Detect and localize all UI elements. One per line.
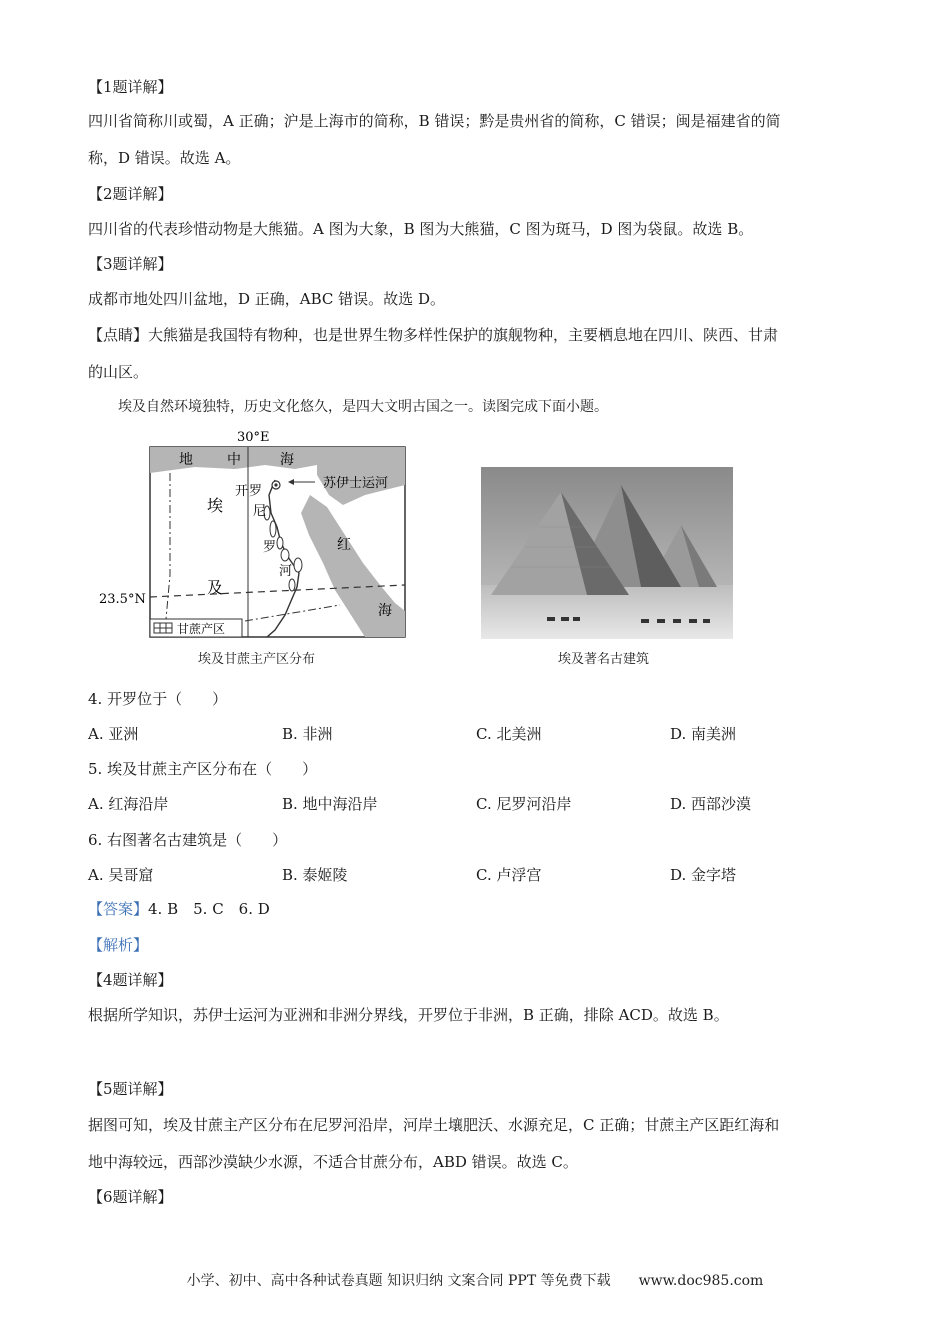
q2-text-line1: 四川省的代表珍惜动物是大熊猫。A 图为大象，B 图为大熊猫，C 图为斑马，D 图为袋鼠。故选 B。 <box>88 220 754 238</box>
label-lat: 23.5°N <box>99 592 146 607</box>
question-5-option-d: D. 西部沙漠 <box>670 795 752 813</box>
answer-line <box>88 898 270 920</box>
q6-heading: 【6题详解】 <box>88 1188 173 1206</box>
label-egypt-2: 及 <box>207 578 224 597</box>
label-sea-3: 海 <box>280 452 294 468</box>
label-red-sea-1: 红 <box>337 537 351 553</box>
egypt-map <box>95 425 415 645</box>
analysis-label: 【解析】 <box>88 936 149 954</box>
pyramids-photo <box>481 467 733 639</box>
footer-text: 小学、初中、高中各种试卷真题 知识归纳 文案合同 PPT 等免费下载 <box>186 1273 611 1289</box>
question-6-option-c: C. 卢浮宫 <box>476 866 542 884</box>
q1-text-line1: 四川省简称川或蜀，A 正确；沪是上海市的简称，B 错误；黔是贵州省的简称，C 错误；闽是福建省的简 <box>88 112 781 130</box>
page-footer <box>0 1270 950 1290</box>
question-4-option-c: C. 北美洲 <box>476 725 542 743</box>
label-sea-1: 地 <box>179 452 193 468</box>
label-nile-2: 罗 <box>263 540 277 555</box>
label-suez-canal: 苏伊士运河 <box>323 476 389 491</box>
label-red-sea-2: 海 <box>378 603 392 619</box>
photo-caption: 埃及著名古建筑 <box>558 652 650 667</box>
label-lon: 30°E <box>237 430 270 445</box>
question-6-stem: 6. 右图著名古建筑是（ ） <box>88 831 288 849</box>
q5-heading: 【5题详解】 <box>88 1080 173 1098</box>
label-nile-3: 河 <box>279 564 293 579</box>
map-caption: 埃及甘蔗主产区分布 <box>198 652 316 667</box>
label-legend: 甘蔗产区 <box>177 622 226 636</box>
q1-heading: 【1题详解】 <box>88 78 173 96</box>
answer-text: 4. B 5. C 6. D <box>148 900 270 918</box>
question-4-option-d: D. 南美洲 <box>670 725 737 743</box>
question-4-stem: 4. 开罗位于（ ） <box>88 690 228 708</box>
answer-label: 【答案】 <box>88 900 149 918</box>
question-6-option-d: D. 金字塔 <box>670 866 737 884</box>
label-egypt-1: 埃 <box>207 496 224 515</box>
q1-text-line2: 称，D 错误。故选 A。 <box>88 149 241 167</box>
tip-line2: 的山区。 <box>88 363 149 381</box>
label-cairo-2: 罗 <box>249 484 263 499</box>
question-5-option-a: A. 红海沿岸 <box>88 795 169 813</box>
question-5-option-b: B. 地中海沿岸 <box>282 795 378 813</box>
question-5-stem: 5. 埃及甘蔗主产区分布在（ ） <box>88 760 318 778</box>
tip-line1: 【点睛】大熊猫是我国特有物种，也是世界生物多样性保护的旗舰物种，主要栖息地在四川、陕西、甘肃 <box>88 326 779 344</box>
footer-url[interactable]: www.doc985.com <box>638 1273 764 1289</box>
q5-text-line2: 地中海较远，西部沙漠缺少水源，不适合甘蔗分布，ABD 错误。故选 C。 <box>88 1153 578 1171</box>
q5-text-line1: 据图可知，埃及甘蔗主产区分布在尼罗河沿岸，河岸土壤肥沃、水源充足，C 正确；甘蔗主产区距红海和 <box>88 1116 780 1134</box>
question-6-option-b: B. 泰姬陵 <box>282 866 348 884</box>
q3-heading: 【3题详解】 <box>88 255 173 273</box>
label-cairo-1: 开 <box>235 484 249 499</box>
question-4-option-a: A. 亚洲 <box>88 725 139 743</box>
label-nile-1: 尼 <box>253 504 267 519</box>
label-sea-2: 中 <box>227 452 241 468</box>
question-6-option-a: A. 吴哥窟 <box>88 866 154 884</box>
group-intro: 埃及自然环境独特，历史文化悠久，是四大文明古国之一。读图完成下面小题。 <box>118 399 608 415</box>
q3-text-line1: 成都市地处四川盆地，D 正确，ABC 错误。故选 D。 <box>88 290 445 308</box>
question-5-option-c: C. 尼罗河沿岸 <box>476 795 572 813</box>
q4-text-line1: 根据所学知识，苏伊士运河为亚洲和非洲分界线，开罗位于非洲，B 正确，排除 ACD。故选 B。 <box>88 1006 729 1024</box>
q2-heading: 【2题详解】 <box>88 185 173 203</box>
q4-heading: 【4题详解】 <box>88 971 173 989</box>
question-4-option-b: B. 非洲 <box>282 725 333 743</box>
